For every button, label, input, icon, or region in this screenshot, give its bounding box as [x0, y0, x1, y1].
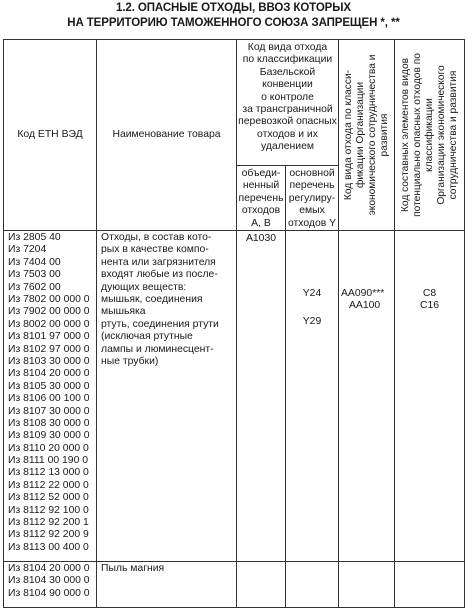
code-item: Из 7503 00 [8, 269, 61, 281]
code-item: Из 8112 92 100 0 [8, 504, 89, 516]
name-line: ртуть, соединения ртути [101, 318, 219, 330]
row2-oecd-code [339, 562, 395, 608]
code-item: Из 7802 00 000 0 [8, 293, 90, 305]
code-item: Из 8109 30 000 0 [8, 430, 90, 442]
row1-oecd-components: C8 C16 [395, 231, 465, 562]
row2-basel-y [286, 562, 339, 608]
oecd-comp-line: классификации [423, 98, 435, 172]
code-item: Из 8108 30 000 0 [8, 417, 90, 429]
basel-line: конвенции [262, 79, 313, 91]
row1-name [97, 231, 237, 562]
header-name: Наименование товара [97, 40, 237, 231]
row2-codes [4, 562, 97, 608]
oecd-line: Код вида отхода по класси- [342, 69, 354, 201]
header-oecd-components [395, 40, 465, 231]
row2-name: Пыль магния [97, 562, 237, 608]
oecd-comp-line: Код составных элементов видов [399, 57, 411, 213]
code-item: Из 7602 00 [8, 281, 61, 293]
row2-oecd-components [395, 562, 465, 608]
code-item: Из 8110 20 000 0 [8, 442, 89, 454]
basel-line: удалением [261, 141, 314, 153]
code-item: Из 8112 52 000 0 [8, 492, 89, 504]
name-line: входят любые из после- [101, 269, 218, 281]
code-item: Из 8104 90 000 0 [8, 587, 90, 599]
title-line-1: 1.2. ОПАСНЫЕ ОТХОДЫ, ВВОЗ КОТОРЫХ [116, 2, 351, 14]
basel-line: за трансграничной [242, 104, 333, 116]
code-item: Из 8104 20 000 0 [8, 368, 90, 380]
title-line-2: НА ТЕРРИТОРИЮ ТАМОЖЕННОГО СОЮЗА ЗАПРЕЩЕН *, ** [67, 17, 400, 29]
code-item: Из 8103 30 000 0 [8, 355, 90, 367]
header-basel-group [237, 40, 339, 166]
code-item: Из 8106 00 100 0 [8, 393, 90, 405]
code-item: Из 7404 00 [8, 256, 61, 268]
header-code: Код ЕТН ВЭД [4, 40, 97, 231]
name-line: мышьяк, соединения [101, 293, 203, 305]
code-item: Из 2805 40 [8, 232, 61, 244]
code-item: Из 8104 20 000 0 [8, 563, 90, 575]
code-item: Из 8104 30 000 0 [8, 575, 90, 587]
hazardous-waste-table [3, 39, 465, 608]
name-line: рых в качестве компо- [101, 244, 209, 256]
row1-oecd-code: AA090*** AA100 [339, 231, 395, 562]
name-line: (исключая ртутные [101, 331, 193, 343]
row2-basel-a [237, 562, 286, 608]
basel-line: перевозкой опасных [238, 116, 337, 128]
basel-line: отходов и их [257, 128, 318, 140]
basel-line: по классификации [242, 54, 333, 66]
code-item: Из 8113 00 400 0 [8, 541, 89, 553]
basel-line: Базельской [259, 66, 316, 78]
code-item: Из 8102 97 000 0 [8, 343, 90, 355]
name-line: дующих веществ: [101, 281, 187, 293]
name-line: мышьяка [101, 306, 146, 318]
basel-line: о контроле [261, 91, 314, 103]
header-oecd-code [339, 40, 395, 231]
code-item: Из 7204 [8, 244, 47, 256]
code-item: Из 8105 30 000 0 [8, 380, 90, 392]
code-item: Из 8111 00 190 0 [8, 455, 89, 467]
code-item: Из 8112 92 200 1 [8, 517, 89, 529]
row1-basel-a: A1030 [237, 231, 286, 562]
code-item: Из 8112 22 000 0 [8, 479, 89, 491]
code-item: Из 8112 13 000 0 [8, 467, 89, 479]
oecd-line: фикации Организации [354, 81, 366, 189]
code-item: Из 8002 00 000 0 [8, 318, 90, 330]
row1-codes [4, 231, 97, 562]
oecd-comp-line: сотрудничества и развития [447, 70, 459, 200]
name-line: лампы и люминесцент- [101, 343, 214, 355]
code-item: Из 7902 00 000 0 [8, 306, 90, 318]
name-line: нента или загрязнителя [101, 256, 216, 268]
oecd-line: экономического сотрудничества и [366, 54, 378, 216]
code-item: Из 8107 30 000 0 [8, 405, 90, 417]
oecd-comp-line: Организации экономического [435, 65, 447, 205]
oecd-line: развития [378, 113, 390, 157]
name-line: ные трубки) [101, 355, 159, 367]
code-item: Из 8101 97 000 0 [8, 331, 90, 343]
basel-line: Код вида отхода [247, 42, 328, 53]
name-line: Отходы, в состав кото- [101, 232, 212, 244]
code-item: Из 8112 92 200 9 [8, 529, 89, 541]
oecd-comp-line: потенциально опасных отходов по [411, 53, 423, 217]
header-basel-y: основной перечень регулиру- емых отходов Y [286, 166, 339, 231]
header-basel-a: объеди- ненный перечень отходов А, В [237, 166, 286, 231]
row1-basel-y: Y24 Y29 [286, 231, 339, 562]
